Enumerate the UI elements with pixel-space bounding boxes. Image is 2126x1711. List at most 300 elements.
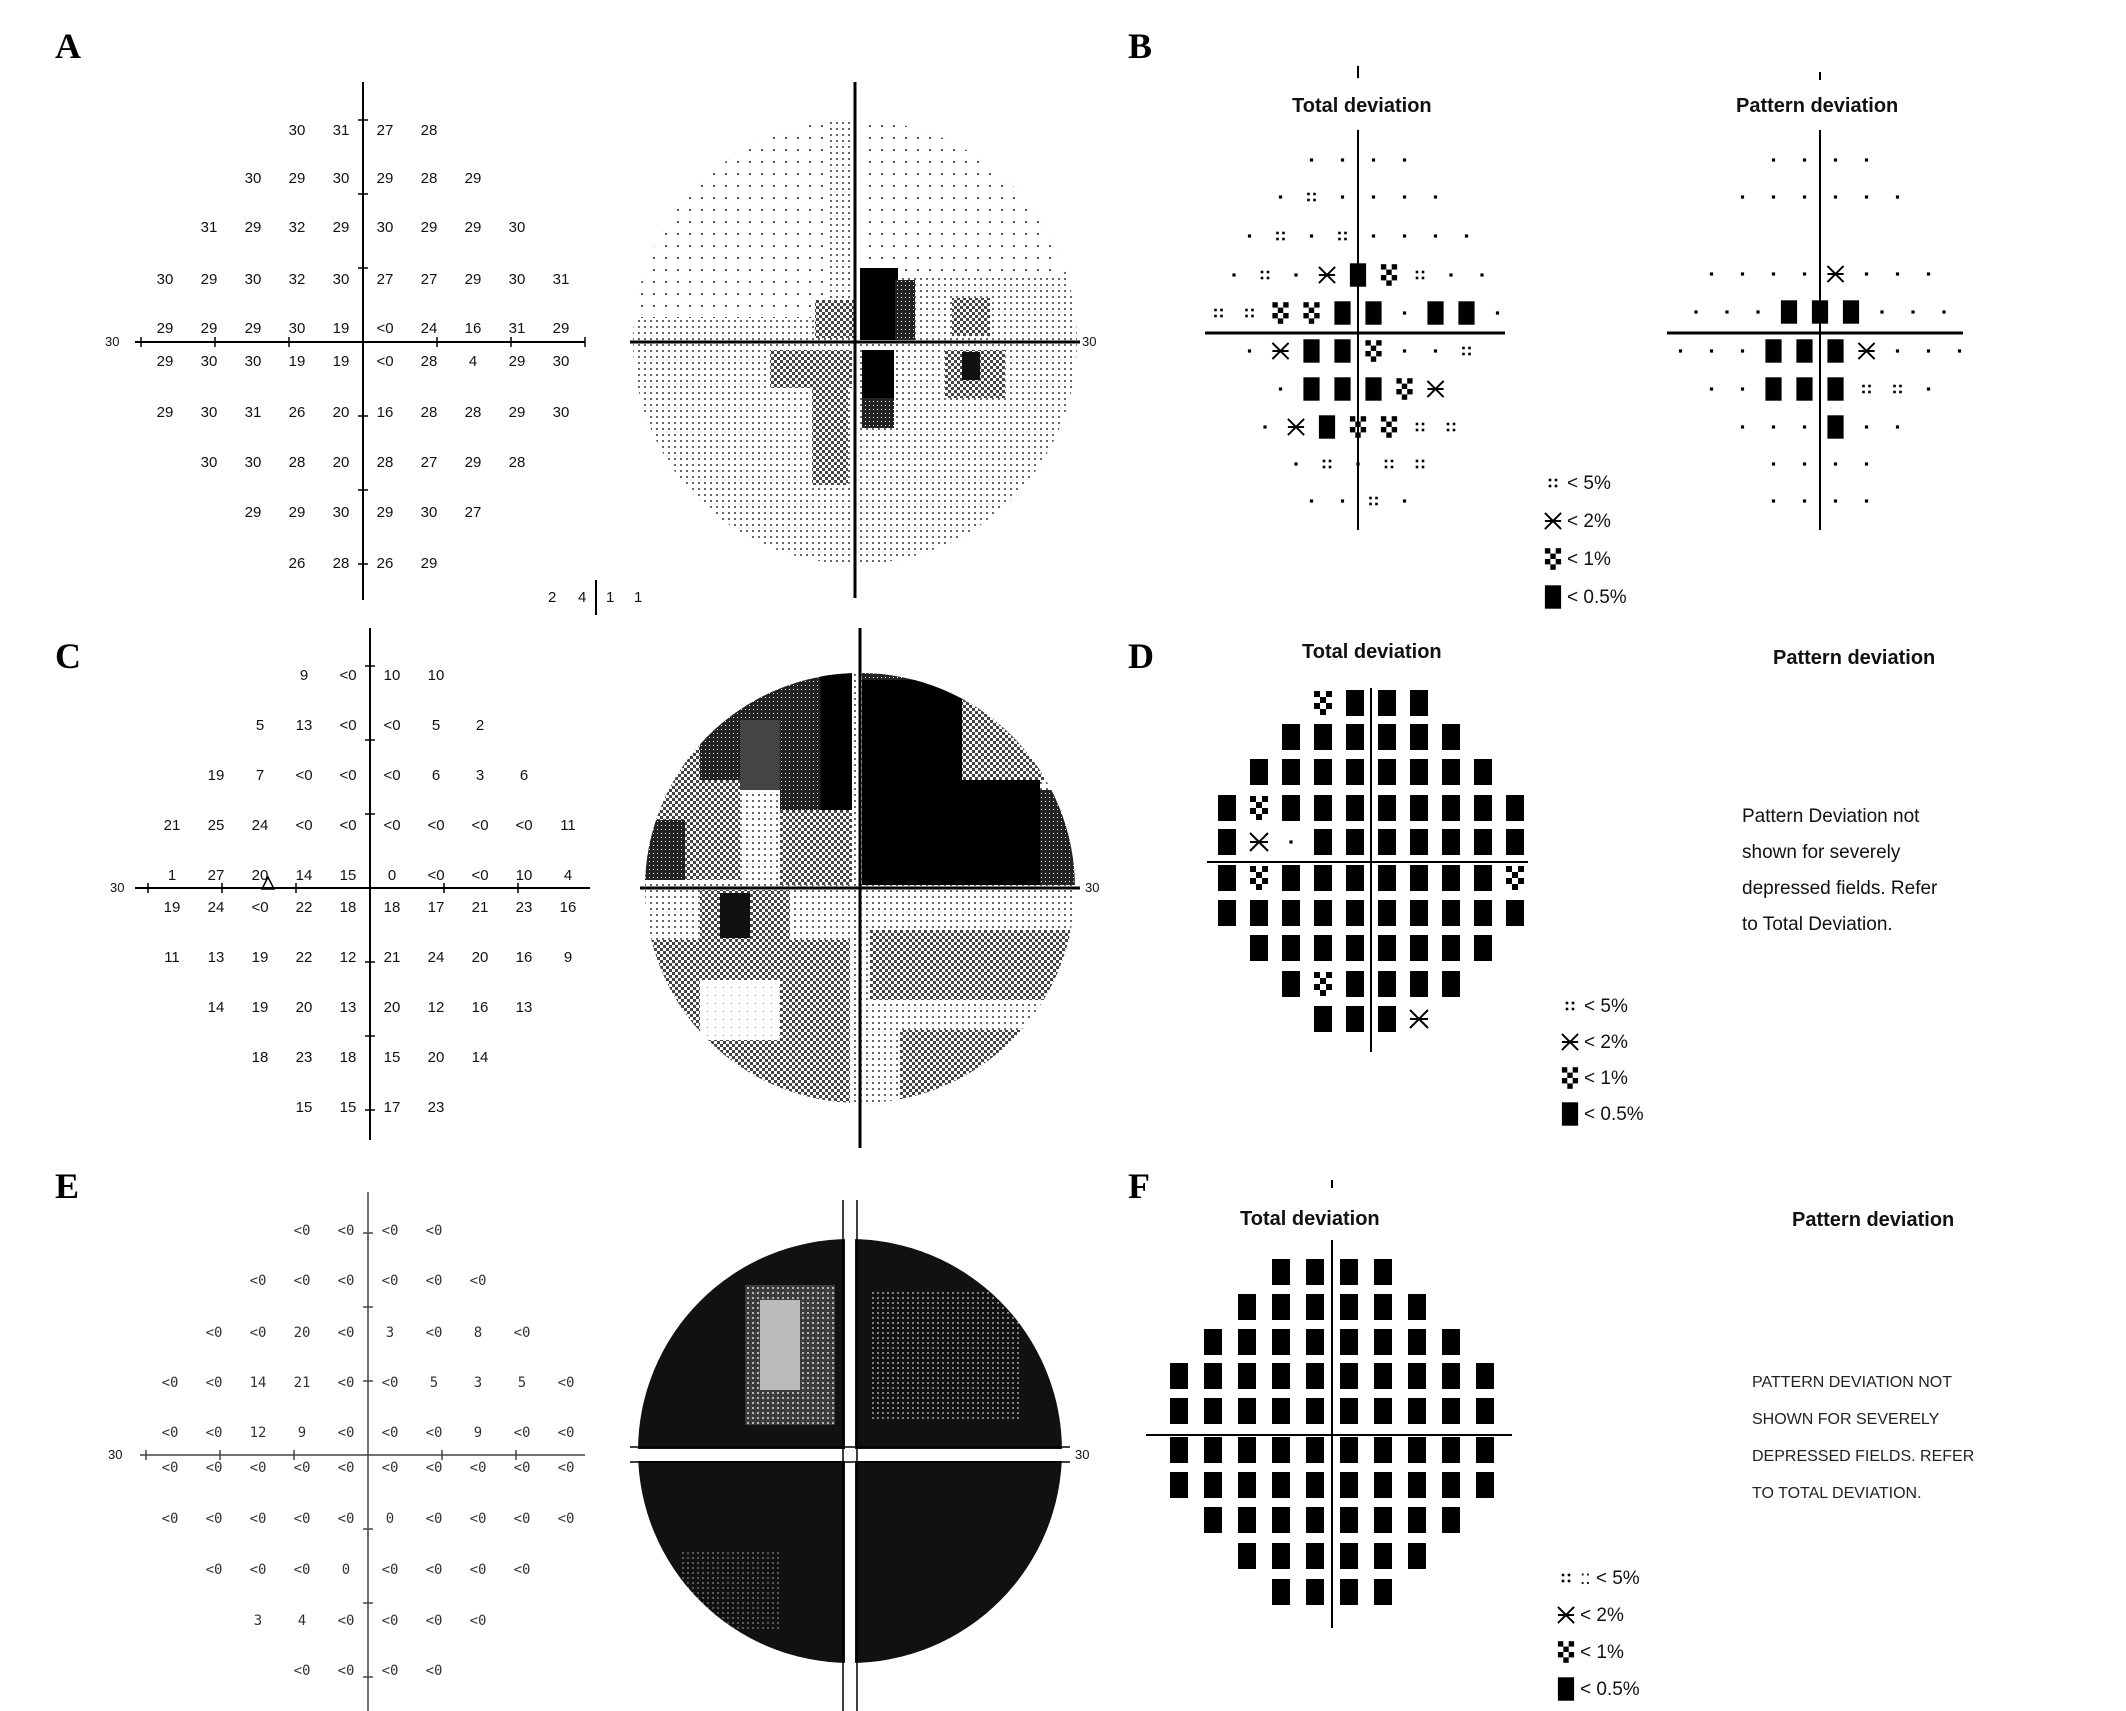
- p5-symbol-dot: [1562, 1574, 1565, 1577]
- message-line: DEPRESSED FIELDS. REFER: [1752, 1448, 1975, 1465]
- p1-symbol-cell: [1283, 302, 1288, 307]
- p1-symbol-cell: [1326, 972, 1332, 978]
- p05-symbol: [1350, 263, 1366, 286]
- p5-symbol-dot: [1899, 385, 1902, 388]
- p05-symbol: [1545, 585, 1561, 608]
- p1-symbol-cell: [1365, 340, 1370, 345]
- p5-symbol-dot: [1338, 232, 1341, 235]
- normal-dot: [1741, 195, 1744, 198]
- p05-symbol: [1314, 935, 1332, 961]
- p1-symbol-cell: [1326, 984, 1332, 990]
- normal-dot: [1372, 195, 1375, 198]
- threshold-value: 20: [471, 949, 489, 966]
- p5-symbol: [1447, 423, 1456, 432]
- threshold-value: 30: [552, 353, 570, 370]
- threshold-value: 29: [464, 271, 482, 288]
- p05-symbol: [1250, 935, 1268, 961]
- p05-symbol: [1408, 1543, 1426, 1569]
- p5-symbol-dot: [1572, 1002, 1575, 1005]
- threshold-value: 27: [207, 867, 225, 884]
- legend-label: < 1%: [1584, 1068, 1628, 1089]
- normal-dot: [1449, 273, 1452, 276]
- p1-symbol-cell: [1355, 432, 1360, 437]
- threshold-value: <0: [381, 1663, 399, 1679]
- threshold-value: 29: [420, 219, 438, 236]
- p1-symbol-cell: [1350, 416, 1355, 421]
- p2-symbol-strokes: [1558, 1607, 1574, 1623]
- p5-symbol: [1385, 460, 1394, 469]
- threshold-value: <0: [513, 1562, 531, 1578]
- p5-symbol: [1276, 232, 1285, 241]
- threshold-value: 24: [207, 899, 225, 916]
- p1-symbol-cell: [1545, 548, 1550, 553]
- threshold-value: 29: [376, 504, 394, 521]
- threshold-value: 21: [383, 949, 401, 966]
- p05-symbol: [1378, 759, 1396, 785]
- p1-symbol: [1250, 796, 1268, 820]
- threshold-value: 18: [339, 899, 357, 916]
- p5-symbol-dot: [1422, 466, 1425, 469]
- p05-symbol: [1346, 865, 1364, 891]
- p05-symbol: [1346, 900, 1364, 926]
- threshold-value: <0: [469, 1273, 487, 1289]
- p05-symbol: [1562, 1102, 1578, 1125]
- p5-symbol-dot: [1375, 497, 1378, 500]
- threshold-value: 5: [431, 717, 441, 734]
- message-line: PATTERN DEVIATION NOT: [1752, 1374, 1953, 1391]
- p05-symbol: [1319, 415, 1335, 438]
- threshold-value: 29: [156, 353, 174, 370]
- p1-symbol-cell: [1407, 389, 1412, 394]
- p1-symbol-cell: [1518, 866, 1524, 872]
- threshold-value: 1: [167, 867, 177, 884]
- normal-dot: [1725, 310, 1728, 313]
- p05-symbol: [1272, 1363, 1290, 1389]
- threshold-value: <0: [557, 1425, 575, 1441]
- threshold-value: <0: [249, 1460, 267, 1476]
- threshold-value: 18: [383, 899, 401, 916]
- threshold-value: <0: [513, 1511, 531, 1527]
- p5-symbol-dot: [1549, 479, 1552, 482]
- normal-dot: [1232, 273, 1235, 276]
- threshold-value: 10: [515, 867, 533, 884]
- p1-symbol-cell: [1376, 351, 1381, 356]
- p05-symbol: [1442, 1398, 1460, 1424]
- threshold-value: <0: [513, 1460, 531, 1476]
- p5-symbol-dot: [1313, 193, 1316, 196]
- p2-symbol: [1250, 833, 1268, 851]
- p05-symbol: [1250, 759, 1268, 785]
- threshold-value: 13: [515, 999, 533, 1016]
- normal-dot: [1403, 195, 1406, 198]
- p5-symbol: [1416, 423, 1425, 432]
- threshold-value: 18: [251, 1049, 269, 1066]
- threshold-value: 29: [508, 353, 526, 370]
- normal-dot: [1958, 349, 1961, 352]
- p1-symbol-cell: [1250, 796, 1256, 802]
- normal-dot: [1263, 425, 1266, 428]
- threshold-value: 30: [332, 271, 350, 288]
- p05-symbol: [1410, 829, 1428, 855]
- total-deviation-title: Total deviation: [1302, 641, 1442, 663]
- p1-symbol-cell: [1392, 275, 1397, 280]
- normal-dot: [1756, 310, 1759, 313]
- p05-symbol: [1306, 1543, 1324, 1569]
- p05-symbol: [1238, 1543, 1256, 1569]
- panel-b-legend: [1545, 473, 1627, 609]
- threshold-value: <0: [427, 817, 445, 834]
- threshold-value: 20: [332, 454, 350, 471]
- threshold-value: 28: [420, 404, 438, 421]
- threshold-value: 24: [427, 949, 445, 966]
- pattern-deviation-title: Pattern deviation: [1773, 647, 1936, 669]
- p5-symbol: [1566, 1002, 1575, 1011]
- axis-30-label: 30: [110, 880, 125, 895]
- p5-symbol-dot: [1307, 199, 1310, 202]
- threshold-value: 11: [164, 949, 180, 966]
- p05-symbol: [1410, 724, 1428, 750]
- threshold-value: 29: [288, 170, 306, 187]
- p2-symbol-strokes: [1272, 343, 1288, 359]
- p05-symbol: [1374, 1363, 1392, 1389]
- threshold-value: 16: [471, 999, 489, 1016]
- p1-symbol: [1396, 378, 1412, 400]
- p1-symbol-cell: [1314, 691, 1320, 697]
- p05-symbol: [1442, 865, 1460, 891]
- p05-symbol: [1408, 1294, 1426, 1320]
- p5-symbol-dot: [1562, 1580, 1565, 1583]
- p1-symbol-cell: [1361, 416, 1366, 421]
- threshold-value: 26: [288, 404, 306, 421]
- p1-symbol-cell: [1371, 356, 1376, 361]
- p05-symbol: [1238, 1398, 1256, 1424]
- threshold-value: 29: [464, 219, 482, 236]
- p1-symbol: [1314, 691, 1332, 715]
- normal-dot: [1710, 349, 1713, 352]
- p05-symbol: [1442, 724, 1460, 750]
- p5-symbol: [1416, 271, 1425, 280]
- p2-symbol-strokes: [1858, 343, 1874, 359]
- p5-symbol-dot: [1862, 391, 1865, 394]
- legend-label: < 1%: [1580, 1642, 1624, 1663]
- p1-symbol-cell: [1569, 1641, 1574, 1646]
- p1-symbol-cell: [1309, 318, 1314, 323]
- normal-dot: [1310, 158, 1313, 161]
- normal-dot: [1294, 462, 1297, 465]
- p5-symbol-dot: [1276, 232, 1279, 235]
- p5-symbol: [1245, 309, 1254, 318]
- p05-symbol: [1765, 339, 1781, 362]
- p5-symbol-dot: [1369, 503, 1372, 506]
- p5-symbol: [1369, 497, 1378, 506]
- p5-symbol-dot: [1329, 466, 1332, 469]
- p05-symbol: [1346, 759, 1364, 785]
- p1-symbol: [1506, 866, 1524, 890]
- threshold-value: 30: [376, 219, 394, 236]
- p05-symbol: [1442, 829, 1460, 855]
- p1-symbol-cell: [1256, 814, 1262, 820]
- p2-symbol: [1558, 1607, 1574, 1623]
- p05-symbol: [1442, 1437, 1460, 1463]
- p05-symbol: [1843, 300, 1859, 323]
- p05-symbol: [1408, 1329, 1426, 1355]
- p2-symbol-strokes: [1250, 833, 1268, 851]
- p05-symbol: [1340, 1543, 1358, 1569]
- p2-symbol-strokes: [1410, 1010, 1428, 1028]
- p05-symbol: [1410, 690, 1428, 716]
- threshold-value: 5: [255, 717, 265, 734]
- p05-symbol: [1374, 1398, 1392, 1424]
- p1-symbol-cell: [1563, 1657, 1568, 1662]
- p1-symbol-cell: [1250, 866, 1256, 872]
- p1-symbol-cell: [1396, 378, 1401, 383]
- normal-dot: [1834, 195, 1837, 198]
- p1-symbol-cell: [1250, 808, 1256, 814]
- p05-symbol: [1306, 1507, 1324, 1533]
- threshold-value: 17: [383, 1099, 401, 1116]
- threshold-value: 18: [339, 1049, 357, 1066]
- p05-symbol: [1218, 795, 1236, 821]
- threshold-value: <0: [293, 1460, 311, 1476]
- axis-30-label: 30: [105, 334, 120, 349]
- panel-label-c: C: [55, 636, 81, 676]
- threshold-value: 4: [563, 867, 573, 884]
- p5-symbol-dot: [1282, 232, 1285, 235]
- p5-symbol-dot: [1453, 423, 1456, 426]
- normal-dot: [1896, 195, 1899, 198]
- legend-label: < 5%: [1567, 473, 1611, 494]
- p05-symbol: [1238, 1507, 1256, 1533]
- normal-dot: [1865, 158, 1868, 161]
- threshold-value: 13: [207, 949, 225, 966]
- threshold-value: <0: [425, 1663, 443, 1679]
- p05-symbol: [1303, 377, 1319, 400]
- threshold-value: <0: [161, 1460, 179, 1476]
- p5-symbol: [1261, 271, 1270, 280]
- p05-symbol: [1282, 795, 1300, 821]
- p1-symbol-cell: [1506, 866, 1512, 872]
- p05-symbol: [1442, 900, 1460, 926]
- p1-symbol-cell: [1573, 1078, 1578, 1083]
- threshold-value: <0: [251, 899, 269, 916]
- threshold-value: 29: [244, 504, 262, 521]
- p1-symbol-cell: [1386, 422, 1391, 427]
- threshold-value: 30: [200, 454, 218, 471]
- p5-symbol-dot: [1245, 315, 1248, 318]
- normal-dot: [1279, 195, 1282, 198]
- threshold-value: 4: [297, 1613, 307, 1629]
- threshold-value: <0: [293, 1562, 311, 1578]
- p05-symbol: [1346, 971, 1364, 997]
- p05-symbol: [1306, 1472, 1324, 1498]
- p05-symbol: [1474, 935, 1492, 961]
- threshold-value: 16: [515, 949, 533, 966]
- normal-dot: [1403, 234, 1406, 237]
- p05-symbol: [1346, 935, 1364, 961]
- p05-symbol: [1282, 935, 1300, 961]
- threshold-value: <0: [469, 1511, 487, 1527]
- p05-symbol: [1374, 1437, 1392, 1463]
- threshold-value: <0: [161, 1375, 179, 1391]
- p05-symbol: [1282, 900, 1300, 926]
- threshold-value: 16: [559, 899, 577, 916]
- threshold-value: 6: [519, 767, 529, 784]
- p5-symbol-dot: [1276, 238, 1279, 241]
- normal-dot: [1741, 349, 1744, 352]
- panel-f-legend: [1558, 1568, 1640, 1701]
- p5-symbol: [1416, 460, 1425, 469]
- threshold-value: <0: [161, 1425, 179, 1441]
- threshold-value: 16: [464, 320, 482, 337]
- p05-symbol: [1306, 1259, 1324, 1285]
- normal-dot: [1341, 499, 1344, 502]
- p1-symbol-cell: [1314, 313, 1319, 318]
- threshold-value: 16: [376, 404, 394, 421]
- p5-symbol-dot: [1422, 271, 1425, 274]
- p1-symbol-cell: [1278, 318, 1283, 323]
- threshold-value: <0: [339, 767, 357, 784]
- p05-symbol: [1408, 1472, 1426, 1498]
- p1-symbol-cell: [1250, 878, 1256, 884]
- threshold-value: 30: [244, 454, 262, 471]
- normal-dot: [1834, 158, 1837, 161]
- threshold-value: <0: [339, 667, 357, 684]
- threshold-value: <0: [295, 817, 313, 834]
- footer-number: 1: [634, 589, 643, 606]
- p5-symbol-dot: [1261, 271, 1264, 274]
- p05-symbol: [1410, 935, 1428, 961]
- p1-symbol-cell: [1386, 432, 1391, 437]
- p05-symbol: [1346, 795, 1364, 821]
- threshold-value: <0: [339, 717, 357, 734]
- threshold-value: 14: [249, 1375, 267, 1391]
- threshold-value: 9: [473, 1425, 483, 1441]
- p1-symbol-cell: [1550, 554, 1555, 559]
- threshold-value: <0: [337, 1425, 355, 1441]
- threshold-value: <0: [376, 353, 394, 370]
- threshold-value: 28: [420, 122, 438, 139]
- threshold-value: 20: [251, 867, 269, 884]
- normal-dot: [1927, 349, 1930, 352]
- p1-symbol: [1558, 1641, 1574, 1663]
- p05-symbol: [1378, 971, 1396, 997]
- threshold-value: 30: [244, 271, 262, 288]
- p05-symbol: [1340, 1472, 1358, 1498]
- legend-label: < 5%: [1584, 996, 1628, 1017]
- p05-symbol: [1408, 1437, 1426, 1463]
- p2-symbol: [1827, 266, 1843, 282]
- threshold-value: <0: [337, 1613, 355, 1629]
- p05-symbol: [1218, 900, 1236, 926]
- normal-dot: [1772, 272, 1775, 275]
- p5-symbol-dot: [1391, 466, 1394, 469]
- p1-symbol-cell: [1407, 378, 1412, 383]
- threshold-value: 27: [420, 271, 438, 288]
- p05-symbol: [1170, 1472, 1188, 1498]
- p05-symbol: [1474, 829, 1492, 855]
- p5-symbol-dot: [1220, 315, 1223, 318]
- normal-dot: [1248, 349, 1251, 352]
- threshold-value: <0: [383, 717, 401, 734]
- p5-symbol-dot: [1416, 466, 1419, 469]
- threshold-value: 24: [251, 817, 269, 834]
- p5-symbol-dot: [1214, 315, 1217, 318]
- p5-symbol-dot: [1267, 271, 1270, 274]
- threshold-value: 20: [293, 1325, 311, 1341]
- normal-dot: [1310, 234, 1313, 237]
- p05-symbol: [1796, 339, 1812, 362]
- threshold-value: <0: [376, 320, 394, 337]
- p2-symbol-strokes: [1545, 513, 1561, 529]
- normal-dot: [1341, 158, 1344, 161]
- threshold-value: <0: [469, 1562, 487, 1578]
- p05-symbol: [1314, 1006, 1332, 1032]
- threshold-value: 29: [376, 170, 394, 187]
- normal-dot: [1896, 272, 1899, 275]
- p5-symbol-dot: [1447, 423, 1450, 426]
- p2-symbol: [1288, 419, 1304, 435]
- threshold-value: 32: [288, 271, 306, 288]
- normal-dot: [1772, 499, 1775, 502]
- normal-dot: [1434, 349, 1437, 352]
- p05-symbol: [1378, 690, 1396, 716]
- p05-symbol: [1250, 900, 1268, 926]
- normal-dot: [1710, 387, 1713, 390]
- p05-symbol: [1204, 1507, 1222, 1533]
- p5-symbol-dot: [1338, 238, 1341, 241]
- p05-symbol: [1476, 1363, 1494, 1389]
- threshold-value: 28: [332, 555, 350, 572]
- p5-symbol-dot: [1416, 277, 1419, 280]
- threshold-value: 25: [207, 817, 225, 834]
- threshold-value: 23: [295, 1049, 313, 1066]
- normal-dot: [1772, 425, 1775, 428]
- threshold-value: 23: [515, 899, 533, 916]
- threshold-value: <0: [513, 1425, 531, 1441]
- p1-symbol-cell: [1272, 313, 1277, 318]
- threshold-value: 29: [156, 404, 174, 421]
- panel-label-a: A: [55, 26, 81, 66]
- p05-symbol: [1378, 1006, 1396, 1032]
- legend-label: < 0.5%: [1580, 1679, 1640, 1700]
- p05-symbol: [1204, 1472, 1222, 1498]
- threshold-value: <0: [471, 817, 489, 834]
- p05-symbol: [1334, 377, 1350, 400]
- p1-symbol: [1562, 1067, 1578, 1089]
- threshold-value: 29: [200, 320, 218, 337]
- p1-symbol-cell: [1567, 1083, 1572, 1088]
- p1-symbol: [1250, 866, 1268, 890]
- p05-symbol: [1272, 1543, 1290, 1569]
- p2-symbol-strokes: [1427, 381, 1443, 397]
- p05-symbol: [1306, 1329, 1324, 1355]
- p1-symbol-cell: [1512, 884, 1518, 890]
- p05-symbol: [1374, 1259, 1392, 1285]
- threshold-value: 30: [552, 404, 570, 421]
- threshold-value: <0: [249, 1273, 267, 1289]
- p5-symbol-dot: [1344, 232, 1347, 235]
- threshold-value: <0: [557, 1460, 575, 1476]
- normal-dot: [1927, 387, 1930, 390]
- threshold-value: 19: [332, 320, 350, 337]
- p05-symbol: [1306, 1363, 1324, 1389]
- p05-symbol: [1410, 795, 1428, 821]
- threshold-value: <0: [383, 767, 401, 784]
- p1-symbol-cell: [1506, 878, 1512, 884]
- p05-symbol: [1170, 1398, 1188, 1424]
- threshold-value: 10: [383, 667, 401, 684]
- normal-dot: [1741, 272, 1744, 275]
